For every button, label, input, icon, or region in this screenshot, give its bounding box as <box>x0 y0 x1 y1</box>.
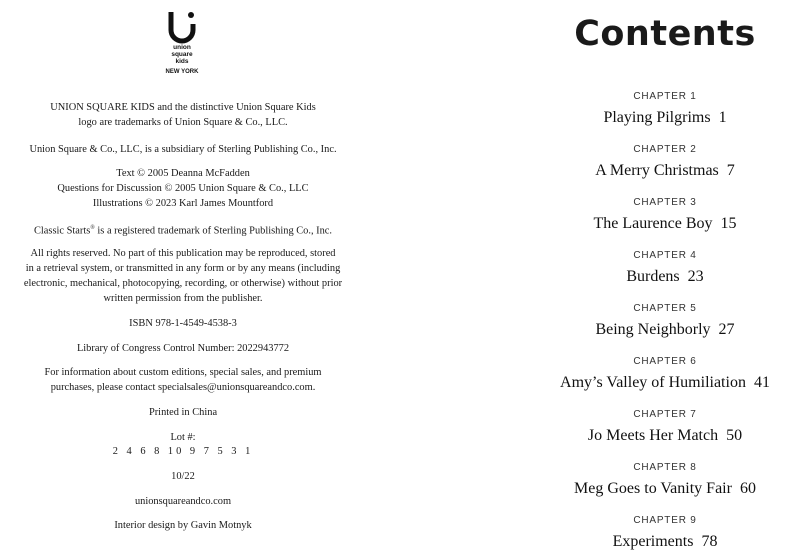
text-line: Lot #: <box>170 432 196 443</box>
chapter-title-line <box>530 426 800 446</box>
chapter-title: Burdens <box>626 268 680 285</box>
logo-brand-line: square <box>171 51 193 58</box>
contents-title: Contents <box>574 14 756 54</box>
toc-entry[interactable] <box>530 514 800 552</box>
toc-entry[interactable] <box>530 143 800 181</box>
chapter-page: 27 <box>718 321 735 338</box>
text-line: in a retrieval system, or transmitted in any form or by any means (including <box>25 263 341 274</box>
text-line: Questions for Discussion © 2005 Union Square & Co., LLC <box>57 183 309 194</box>
chapter-title: Meg Goes to Vanity Fair <box>574 480 732 497</box>
chapter-page: 7 <box>726 162 735 179</box>
chapter-title: A Merry Christmas <box>595 162 719 179</box>
website <box>0 494 366 509</box>
printed-in <box>0 405 366 420</box>
chapter-title: Amy’s Valley of Humiliation <box>560 374 746 391</box>
chapter-label: CHAPTER 8 <box>633 462 697 473</box>
contents-page <box>530 0 800 558</box>
chapter-label: CHAPTER 6 <box>633 356 697 367</box>
chapter-title-line <box>530 373 800 393</box>
credits <box>0 166 366 211</box>
toc-entry[interactable] <box>530 302 800 340</box>
text-line: 10/22 <box>171 471 195 482</box>
chapter-title-line <box>530 108 800 128</box>
text-line: Illustrations © 2023 Karl James Mountford <box>92 198 274 209</box>
chapter-title-line <box>530 479 800 499</box>
text-line <box>0 221 366 238</box>
text-line: unionsquareandco.com <box>134 496 232 507</box>
text-line: electronic, mechanical, photocopying, recording, or otherwise) without prior <box>23 278 343 289</box>
chapter-label: CHAPTER 9 <box>633 515 697 526</box>
chapter-title: Playing Pilgrims <box>603 109 711 126</box>
registered-mark: ® <box>90 225 95 231</box>
chapter-page: 1 <box>718 109 727 126</box>
trademark-notice <box>0 100 366 130</box>
chapter-title-line <box>530 214 800 234</box>
logo-brand-line: kids <box>175 58 189 65</box>
chapter-page: 41 <box>753 374 770 391</box>
chapter-label: CHAPTER 5 <box>633 303 697 314</box>
chapter-label: CHAPTER 7 <box>633 409 697 420</box>
logo-city: NEW YORK <box>165 69 199 75</box>
toc-entry[interactable] <box>530 249 800 287</box>
print-line <box>0 444 366 459</box>
design-credit <box>0 518 366 533</box>
text-line: Library of Congress Control Number: 2022943772 <box>76 343 290 354</box>
text-line: Union Square & Co., LLC, is a subsidiary of Sterling Publishing Co., Inc. <box>29 144 337 155</box>
chapter-page: 60 <box>739 480 756 497</box>
text-line: logo are trademarks of Union Square & Co., LLC. <box>78 117 288 128</box>
subsidiary-notice <box>0 142 366 157</box>
classic-starts-notice <box>0 221 366 238</box>
loc-number <box>0 341 366 356</box>
union-square-kids-logo-icon <box>167 10 197 44</box>
chapter-page: 50 <box>726 427 743 444</box>
text-line: Text © 2005 Deanna McFadden <box>116 168 250 179</box>
toc-entry[interactable] <box>530 461 800 499</box>
publisher-logo <box>147 10 217 75</box>
chapter-title: Jo Meets Her Match <box>587 427 719 444</box>
chapter-title: Experiments <box>612 533 694 550</box>
chapter-title-line <box>530 267 800 287</box>
print-date <box>0 469 366 484</box>
text-line: ISBN 978-1-4549-4538-3 <box>129 318 237 329</box>
chapter-page: 15 <box>720 215 737 232</box>
text-line: UNION SQUARE KIDS and the distinctive Union Square Kids <box>50 102 316 113</box>
logo-brand-line: union <box>173 44 191 51</box>
text-line: 2 4 6 8 10 9 7 5 3 1 <box>112 446 254 457</box>
rights-notice <box>0 246 366 306</box>
toc-entry[interactable] <box>530 196 800 234</box>
chapter-title-line <box>530 320 800 340</box>
text-line: Interior design by Gavin Motnyk <box>114 520 252 531</box>
text-line: purchases, please contact specialsales@unionsquareandco.com. <box>50 382 316 393</box>
chapter-label: CHAPTER 3 <box>633 197 697 208</box>
chapter-page: 78 <box>701 533 718 550</box>
copyright-page <box>0 0 366 558</box>
chapter-title: Being Neighborly <box>595 321 711 338</box>
toc-entry[interactable] <box>530 90 800 128</box>
text-fragment: is a registered trademark of Sterling Publishing Co., Inc. <box>94 225 333 237</box>
brand-name: Classic Starts <box>33 225 91 237</box>
chapter-title-line <box>530 161 800 181</box>
text-line: All rights reserved. No part of this publication may be reproduced, stored <box>30 248 336 259</box>
chapter-page: 23 <box>687 268 704 285</box>
text-line: For information about custom editions, special sales, and premium <box>44 367 322 378</box>
toc-entry[interactable] <box>530 408 800 446</box>
chapter-title: The Laurence Boy <box>593 215 713 232</box>
chapter-label: CHAPTER 2 <box>633 144 697 155</box>
chapter-title-line <box>530 532 800 552</box>
text-line: written permission from the publisher. <box>103 293 263 304</box>
toc-entry[interactable] <box>530 355 800 393</box>
text-line: Printed in China <box>148 407 218 418</box>
chapter-label: CHAPTER 1 <box>633 91 697 102</box>
sales-info <box>0 365 366 395</box>
chapter-label: CHAPTER 4 <box>633 250 697 261</box>
isbn <box>0 316 366 331</box>
lot-label <box>0 430 366 445</box>
